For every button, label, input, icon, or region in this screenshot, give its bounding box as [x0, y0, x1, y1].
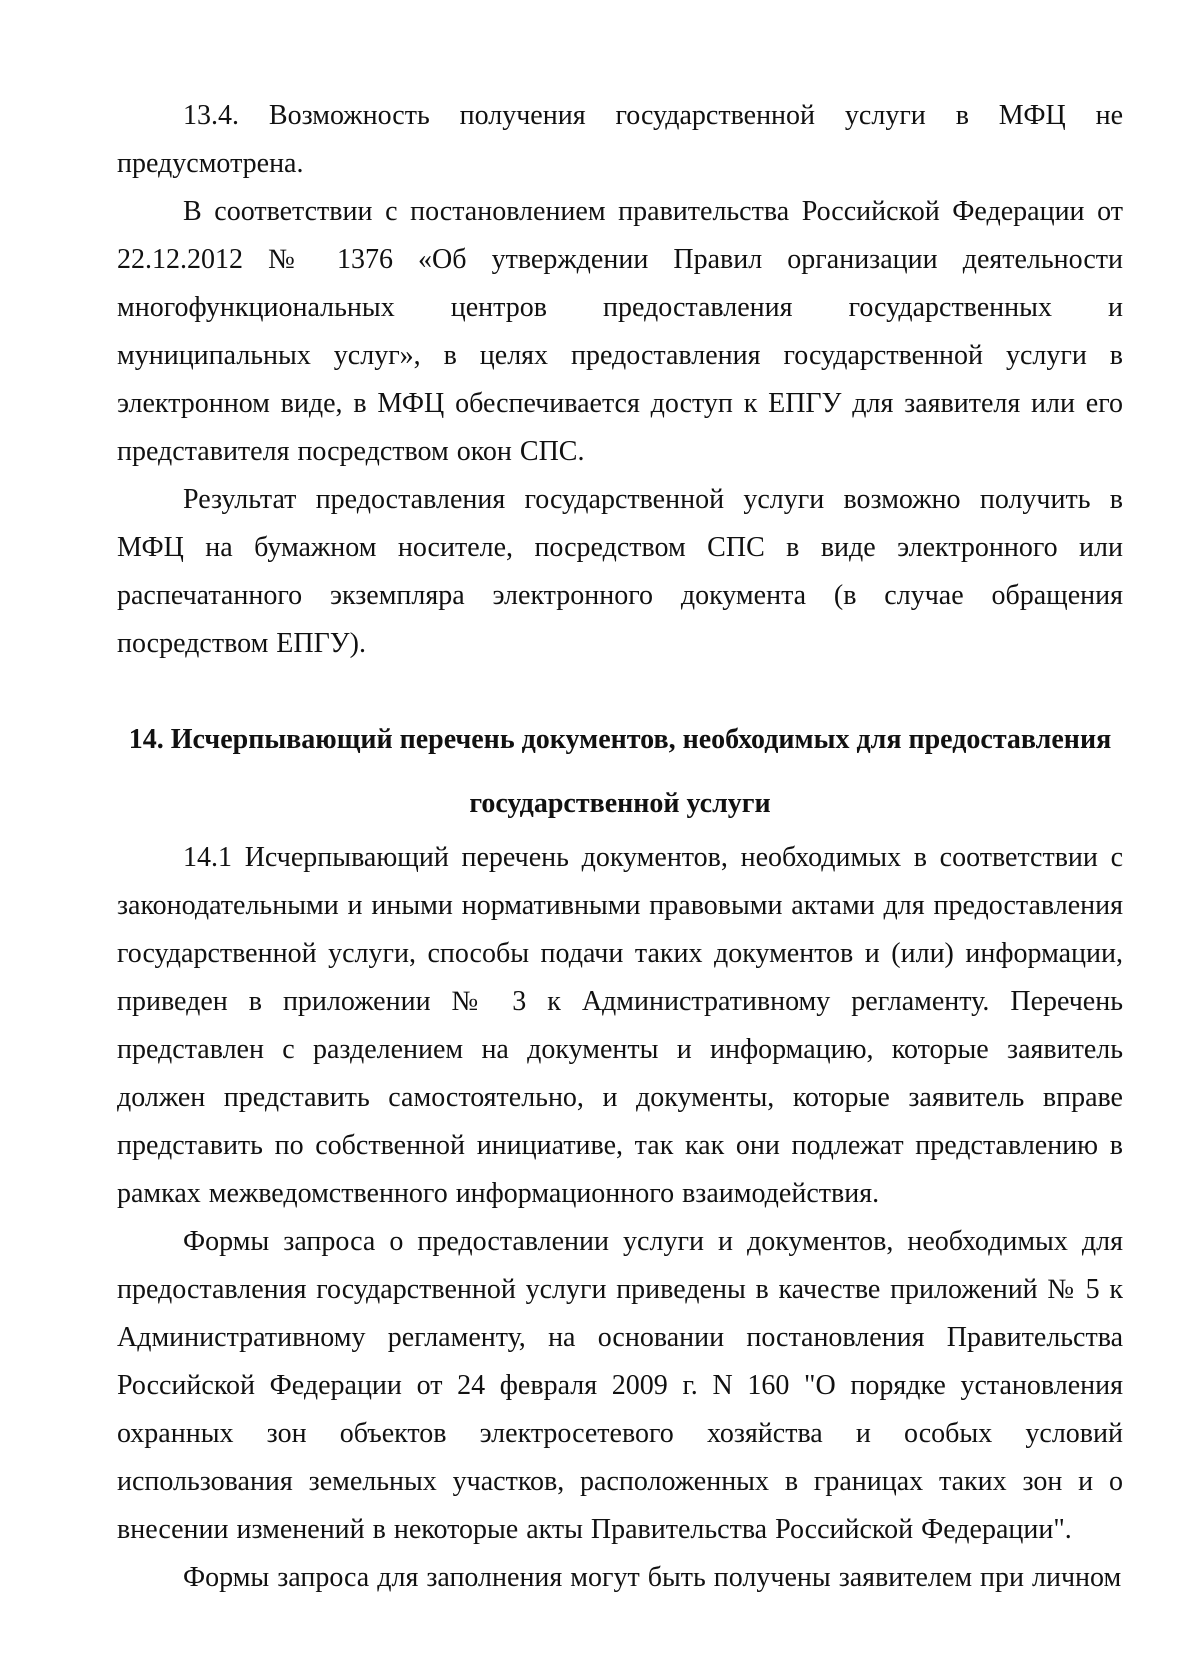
- section-heading-14: [117, 708, 1123, 836]
- section-heading-line-1: 14. Исчерпывающий перечень документов, необходимых для предоставления: [128, 724, 1112, 755]
- paragraph-14-1: 14.1 Исчерпывающий перечень документов, необходимых в соответствии с законодательными и иными нормативными правовыми актами для предоставления государственной услуги, способы подачи таких документов и (или) информации, приведен в приложении № 3 к Административному регламенту. Перечень представлен с разделением на документы и информацию, которые заявитель должен представить самостоятельно, и документы, которые заявитель вправе представить по собственной инициативе, так как они подлежат представлению в рамках межведомственного информационного взаимодействия.: [117, 842, 1123, 1209]
- paragraph-mfc-access: В соответствии с постановлением правительства Российской Федерации от 22.12.2012 № 1376 «Об утверждении Правил организации деятельности многофункциональных центров предоставления государственных и муниципальных услуг», в целях предоставления государственной услуги в электронном виде, в МФЦ обеспечивается доступ к ЕПГУ для заявителя или его представителя посредством окон СПС.: [117, 196, 1123, 467]
- paragraph-result: Результат предоставления государственной услуги возможно получить в МФЦ на бумажном носителе, посредством СПС в виде электронного или распечатанного экземпляра электронного документа (в случае обращения посредством ЕПГУ).: [117, 484, 1123, 659]
- paragraph-request-forms: Формы запроса о предоставлении услуги и документов, необходимых для предоставления государственной услуги приведены в качестве приложений № 5 к Административному регламенту, на основании постановления Правительства Российской Федерации от 24 февраля 2009 г. N 160 "О порядке установления охранных зон объектов электросетевого хозяйства и особых условий использования земельных участков, расположенных в границах таких зон и о внесении изменений в некоторые акты Правительства Российской Федерации".: [117, 1226, 1123, 1545]
- document-page: [117, 92, 1123, 1602]
- section-heading-line-2: государственной услуги: [469, 788, 771, 819]
- paragraph-13-4: 13.4. Возможность получения государственной услуги в МФЦ не предусмотрена.: [117, 100, 1123, 179]
- paragraph-forms-obtain: Формы запроса для заполнения могут быть получены заявителем при личном: [183, 1562, 1122, 1593]
